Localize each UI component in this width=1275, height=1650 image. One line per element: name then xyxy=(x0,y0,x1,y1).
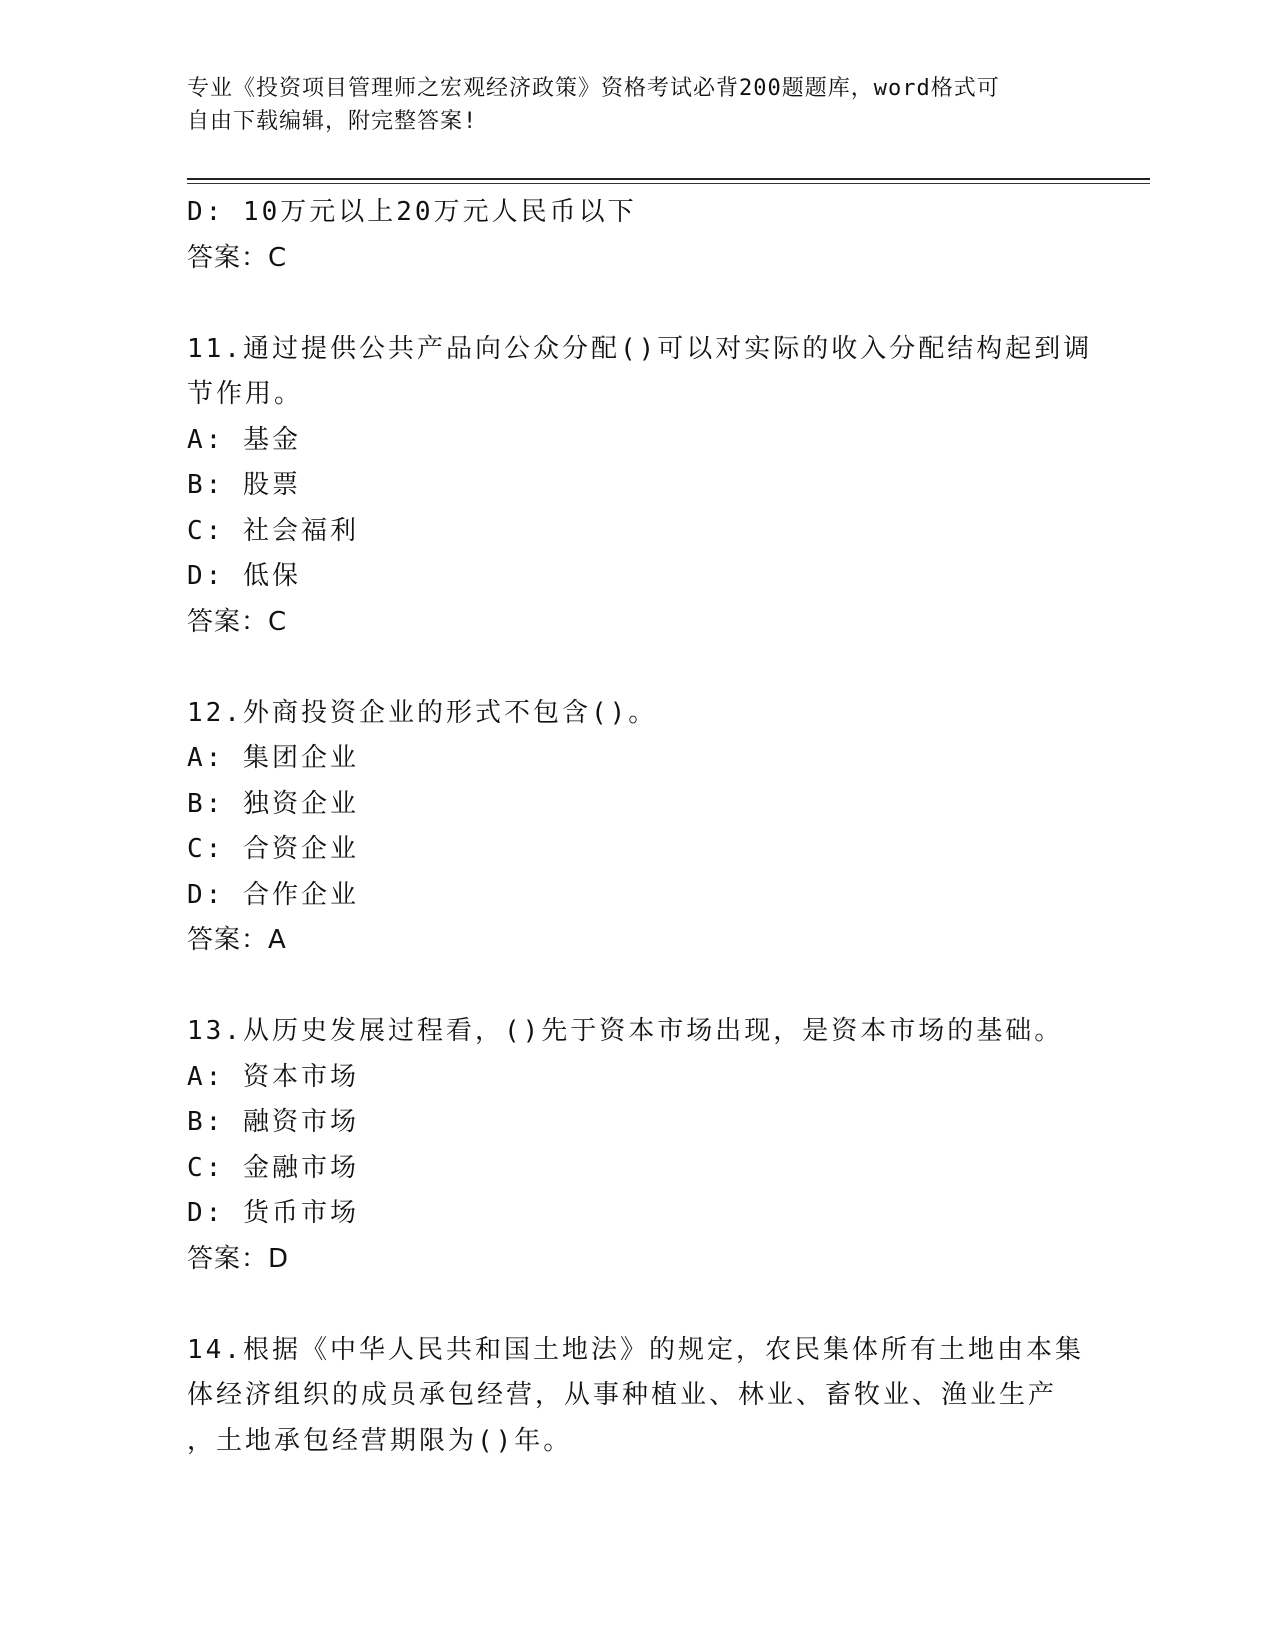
q12-option-b: B: 独资企业 xyxy=(187,788,359,819)
question-10-tail xyxy=(187,190,1087,281)
q14-text-line-3: ，土地承包经营期限为()年。 xyxy=(187,1425,573,1456)
q14-text-line-2: 体经济组织的成员承包经营，从事种植业、林业、畜牧业、渔业生产 xyxy=(187,1380,1058,1410)
question-12 xyxy=(187,691,1087,964)
spacer xyxy=(187,1282,1087,1328)
header-line-1: 专业《投资项目管理师之宏观经济政策》资格考试必背200题题库，word格式可 xyxy=(187,76,1000,101)
question-13 xyxy=(187,1009,1087,1282)
spacer xyxy=(187,964,1087,1010)
q13-text-line-1: 13.从历史发展过程看，()先于资本市场出现，是资本市场的基础。 xyxy=(187,1016,1064,1046)
question-11 xyxy=(187,327,1093,646)
q12-option-d: D: 合作企业 xyxy=(187,879,359,910)
q11-text-line-2: 节作用。 xyxy=(187,379,304,409)
q12-option-a: A: 集团企业 xyxy=(187,743,359,773)
header-divider-thin xyxy=(187,183,1150,184)
question-list xyxy=(187,190,1093,1464)
q11-text-line-1: 11.通过提供公共产品向公众分配()可以对实际的收入分配结构起到调 xyxy=(187,333,1093,364)
q11-answer: 答案：C xyxy=(187,606,288,637)
q13-option-d: D: 货币市场 xyxy=(187,1198,359,1228)
q14-text-line-1: 14.根据《中华人民共和国土地法》的规定，农民集体所有土地由本集 xyxy=(187,1334,1084,1365)
spacer xyxy=(187,645,1087,691)
q13-option-b: B: 融资市场 xyxy=(187,1107,359,1137)
spacer xyxy=(187,281,1087,327)
question-14 xyxy=(187,1328,1087,1465)
q13-answer: 答案：D xyxy=(187,1243,290,1274)
q11-option-a: A: 基金 xyxy=(187,424,301,455)
q10-answer: 答案：C xyxy=(187,242,288,273)
q11-option-b: B: 股票 xyxy=(187,470,301,500)
q13-option-a: A: 资本市场 xyxy=(187,1061,359,1092)
q10-option-d: D: 10万元以上20万元人民币以下 xyxy=(187,197,637,227)
q11-option-c: C: 社会福利 xyxy=(187,515,359,546)
q11-option-d: D: 低保 xyxy=(187,561,301,591)
q12-option-c: C: 合资企业 xyxy=(187,834,359,864)
header-line-2: 自由下载编辑，附完整答案! xyxy=(187,109,478,134)
q13-option-c: C: 金融市场 xyxy=(187,1152,359,1183)
q12-answer: 答案：A xyxy=(187,925,287,955)
document-header xyxy=(187,72,1067,138)
q12-text-line-1: 12.外商投资企业的形式不包含()。 xyxy=(187,697,658,728)
header-divider-thick xyxy=(187,178,1150,180)
